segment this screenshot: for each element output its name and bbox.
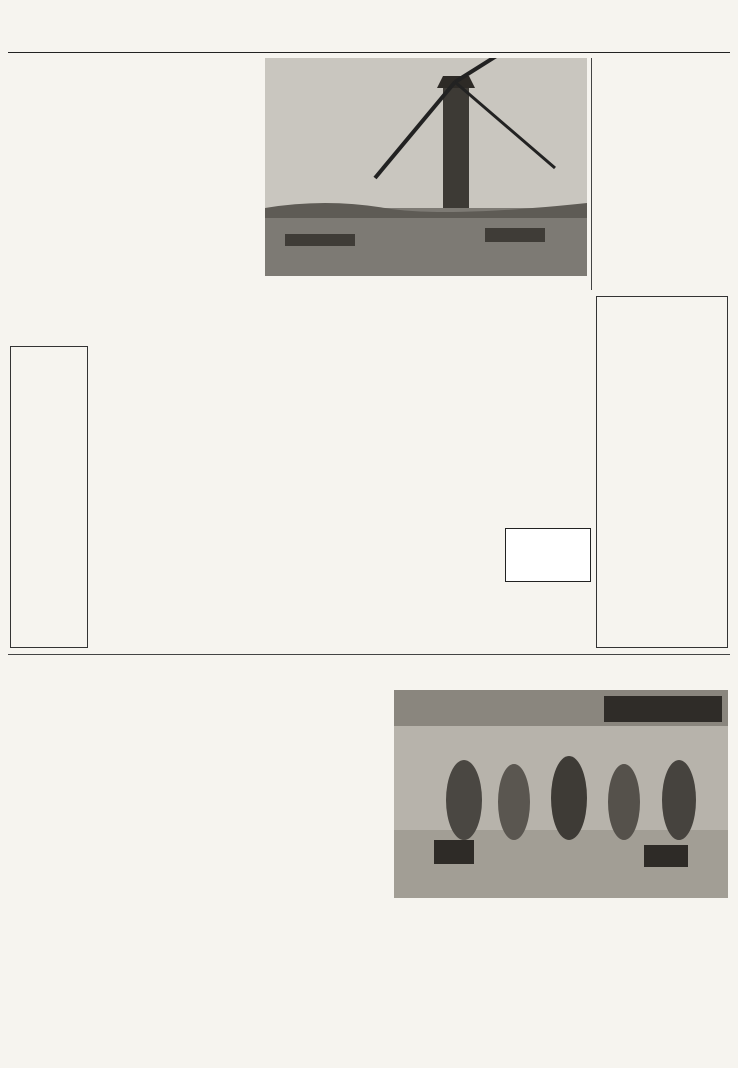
article-4-body-block	[94, 414, 338, 648]
article-5-body-block	[342, 406, 590, 516]
windmill-photo	[265, 58, 587, 276]
article-3-box	[10, 346, 88, 648]
airport-photo-caption	[394, 902, 728, 928]
article-8-body-block	[10, 734, 390, 1040]
article-8-continued	[394, 934, 728, 1040]
article-7-box	[596, 296, 728, 648]
article-4-header	[94, 346, 338, 410]
advertisement	[505, 528, 591, 582]
article-6-body	[342, 526, 502, 612]
article-2	[596, 58, 728, 286]
article-6	[342, 522, 502, 648]
masthead	[8, 40, 730, 53]
section-divider	[8, 654, 730, 655]
article-1-body-block	[10, 152, 260, 338]
page-mark	[360, 1046, 380, 1056]
article-5-header	[342, 292, 590, 402]
article-1-header	[10, 58, 260, 150]
airport-photo	[394, 690, 728, 898]
column-divider	[591, 58, 592, 290]
